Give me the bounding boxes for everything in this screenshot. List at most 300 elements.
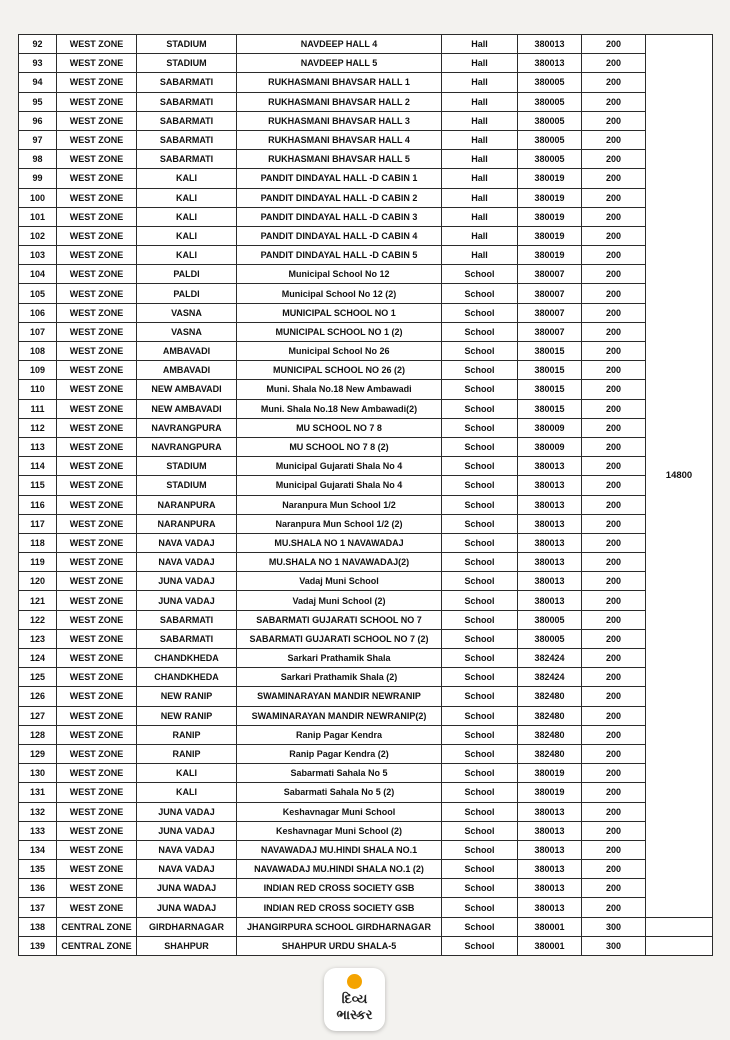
type-cell: School [442, 744, 518, 763]
center-name-cell: MU SCHOOL NO 7 8 (2) [237, 437, 442, 456]
type-cell: Hall [442, 73, 518, 92]
type-cell: School [442, 553, 518, 572]
center-name-cell: Ranip Pagar Kendra [237, 725, 442, 744]
pincode-cell: 382424 [518, 668, 582, 687]
zone-cell: WEST ZONE [57, 572, 137, 591]
table-row [19, 54, 713, 73]
table-row [19, 840, 713, 859]
zone-cell: WEST ZONE [57, 495, 137, 514]
center-name-cell: PANDIT DINDAYAL HALL -D CABIN 2 [237, 188, 442, 207]
zone-cell: CENTRAL ZONE [57, 917, 137, 936]
table-row [19, 284, 713, 303]
type-cell: School [442, 437, 518, 456]
zone-cell: WEST ZONE [57, 322, 137, 341]
capacity-cell: 200 [582, 207, 646, 226]
zone-cell: WEST ZONE [57, 725, 137, 744]
table-row [19, 591, 713, 610]
pincode-cell: 380013 [518, 495, 582, 514]
pincode-cell: 380013 [518, 533, 582, 552]
pincode-cell: 380019 [518, 226, 582, 245]
pincode-cell: 380013 [518, 457, 582, 476]
center-name-cell: Muni. Shala No.18 New Ambawadi [237, 380, 442, 399]
zone-cell: CENTRAL ZONE [57, 936, 137, 955]
table-row [19, 572, 713, 591]
table-row [19, 687, 713, 706]
serial-no-cell: 108 [19, 342, 57, 361]
ward-cell: SABARMATI [137, 610, 237, 629]
pincode-cell: 380013 [518, 821, 582, 840]
zone-cell: WEST ZONE [57, 553, 137, 572]
pincode-cell: 382424 [518, 649, 582, 668]
center-name-cell: SHAHPUR URDU SHALA-5 [237, 936, 442, 955]
ward-cell: SABARMATI [137, 73, 237, 92]
center-name-cell: Vadaj Muni School (2) [237, 591, 442, 610]
pincode-cell: 380013 [518, 840, 582, 859]
ward-cell: PALDI [137, 265, 237, 284]
centers-table [18, 34, 713, 956]
table-row [19, 265, 713, 284]
zone-cell: WEST ZONE [57, 879, 137, 898]
pincode-cell: 380007 [518, 265, 582, 284]
zone-cell: WEST ZONE [57, 591, 137, 610]
serial-no-cell: 125 [19, 668, 57, 687]
capacity-cell: 200 [582, 591, 646, 610]
type-cell: Hall [442, 35, 518, 54]
center-name-cell: NAVAWADAJ MU.HINDI SHALA NO.1 (2) [237, 860, 442, 879]
ward-cell: NAVA VADAJ [137, 553, 237, 572]
type-cell: School [442, 476, 518, 495]
center-name-cell: RUKHASMANI BHAVSAR HALL 5 [237, 150, 442, 169]
table-row [19, 706, 713, 725]
ward-cell: KALI [137, 764, 237, 783]
serial-no-cell: 106 [19, 303, 57, 322]
pincode-cell: 380015 [518, 380, 582, 399]
table-row [19, 553, 713, 572]
center-name-cell: NAVDEEP HALL 4 [237, 35, 442, 54]
table-row [19, 476, 713, 495]
center-name-cell: INDIAN RED CROSS SOCIETY GSB [237, 898, 442, 917]
type-cell: School [442, 284, 518, 303]
type-cell: School [442, 533, 518, 552]
pincode-cell: 380013 [518, 879, 582, 898]
ward-cell: JUNA WADAJ [137, 898, 237, 917]
pincode-cell: 380007 [518, 322, 582, 341]
capacity-cell: 200 [582, 169, 646, 188]
serial-no-cell: 119 [19, 553, 57, 572]
type-cell: School [442, 399, 518, 418]
type-cell: School [442, 303, 518, 322]
zone-cell: WEST ZONE [57, 437, 137, 456]
type-cell: School [442, 495, 518, 514]
serial-no-cell: 99 [19, 169, 57, 188]
capacity-cell: 200 [582, 303, 646, 322]
capacity-cell: 200 [582, 840, 646, 859]
table-row [19, 130, 713, 149]
serial-no-cell: 123 [19, 629, 57, 648]
center-name-cell: PANDIT DINDAYAL HALL -D CABIN 5 [237, 246, 442, 265]
total-cell [646, 936, 713, 955]
pincode-cell: 382480 [518, 706, 582, 725]
capacity-cell: 200 [582, 361, 646, 380]
ward-cell: KALI [137, 188, 237, 207]
serial-no-cell: 111 [19, 399, 57, 418]
table-row [19, 917, 713, 936]
table-row [19, 764, 713, 783]
capacity-cell: 200 [582, 130, 646, 149]
table-row [19, 342, 713, 361]
table-row [19, 744, 713, 763]
center-name-cell: Municipal Gujarati Shala No 4 [237, 476, 442, 495]
ward-cell: KALI [137, 246, 237, 265]
pincode-cell: 380019 [518, 188, 582, 207]
table-row [19, 802, 713, 821]
center-name-cell: RUKHASMANI BHAVSAR HALL 2 [237, 92, 442, 111]
pincode-cell: 380007 [518, 303, 582, 322]
table-row [19, 246, 713, 265]
zone-cell: WEST ZONE [57, 150, 137, 169]
pincode-cell: 380019 [518, 169, 582, 188]
zone-cell: WEST ZONE [57, 533, 137, 552]
ward-cell: PALDI [137, 284, 237, 303]
type-cell: School [442, 361, 518, 380]
type-cell: Hall [442, 130, 518, 149]
serial-no-cell: 117 [19, 514, 57, 533]
capacity-cell: 200 [582, 533, 646, 552]
serial-no-cell: 129 [19, 744, 57, 763]
capacity-cell: 200 [582, 342, 646, 361]
ward-cell: RANIP [137, 744, 237, 763]
pincode-cell: 380001 [518, 936, 582, 955]
table-row [19, 457, 713, 476]
pincode-cell: 380013 [518, 35, 582, 54]
zone-cell: WEST ZONE [57, 380, 137, 399]
logo-line-1: દિવ્ય [341, 992, 368, 1007]
ward-cell: JUNA VADAJ [137, 591, 237, 610]
table-row [19, 629, 713, 648]
type-cell: School [442, 821, 518, 840]
zone-cell: WEST ZONE [57, 169, 137, 188]
center-name-cell: SABARMATI GUJARATI SCHOOL NO 7 (2) [237, 629, 442, 648]
center-name-cell: MU.SHALA NO 1 NAVAWADAJ [237, 533, 442, 552]
capacity-cell: 200 [582, 764, 646, 783]
zone-cell: WEST ZONE [57, 744, 137, 763]
pincode-cell: 380013 [518, 802, 582, 821]
type-cell: School [442, 936, 518, 955]
ward-cell: SABARMATI [137, 150, 237, 169]
type-cell: Hall [442, 169, 518, 188]
capacity-cell: 200 [582, 687, 646, 706]
ward-cell: KALI [137, 169, 237, 188]
serial-no-cell: 100 [19, 188, 57, 207]
zone-cell: WEST ZONE [57, 188, 137, 207]
center-name-cell: MU.SHALA NO 1 NAVAWADAJ(2) [237, 553, 442, 572]
zone-cell: WEST ZONE [57, 457, 137, 476]
zone-cell: WEST ZONE [57, 73, 137, 92]
pincode-cell: 380005 [518, 92, 582, 111]
capacity-cell: 200 [582, 399, 646, 418]
center-name-cell: Municipal Gujarati Shala No 4 [237, 457, 442, 476]
pincode-cell: 380009 [518, 418, 582, 437]
center-name-cell: NAVDEEP HALL 5 [237, 54, 442, 73]
capacity-cell: 200 [582, 860, 646, 879]
type-cell: School [442, 898, 518, 917]
pincode-cell: 380007 [518, 284, 582, 303]
center-name-cell: Muni. Shala No.18 New Ambawadi(2) [237, 399, 442, 418]
ward-cell: KALI [137, 226, 237, 245]
serial-no-cell: 109 [19, 361, 57, 380]
type-cell: Hall [442, 111, 518, 130]
table-row [19, 207, 713, 226]
total-cell [646, 917, 713, 936]
type-cell: School [442, 917, 518, 936]
table-row [19, 226, 713, 245]
center-name-cell: MUNICIPAL SCHOOL NO 1 (2) [237, 322, 442, 341]
pincode-cell: 380013 [518, 553, 582, 572]
capacity-cell: 200 [582, 92, 646, 111]
zone-cell: WEST ZONE [57, 207, 137, 226]
center-name-cell: Vadaj Muni School [237, 572, 442, 591]
capacity-cell: 200 [582, 226, 646, 245]
capacity-cell: 200 [582, 111, 646, 130]
zone-cell: WEST ZONE [57, 687, 137, 706]
serial-no-cell: 122 [19, 610, 57, 629]
serial-no-cell: 107 [19, 322, 57, 341]
type-cell: School [442, 457, 518, 476]
serial-no-cell: 124 [19, 649, 57, 668]
capacity-cell: 200 [582, 706, 646, 725]
ward-cell: AMBAVADI [137, 361, 237, 380]
capacity-cell: 200 [582, 610, 646, 629]
zone-cell: WEST ZONE [57, 840, 137, 859]
type-cell: Hall [442, 188, 518, 207]
zone-cell: WEST ZONE [57, 629, 137, 648]
pincode-cell: 380019 [518, 246, 582, 265]
capacity-cell: 200 [582, 476, 646, 495]
center-name-cell: Ranip Pagar Kendra (2) [237, 744, 442, 763]
capacity-cell: 300 [582, 936, 646, 955]
zone-cell: WEST ZONE [57, 514, 137, 533]
capacity-cell: 200 [582, 246, 646, 265]
ward-cell: NEW AMBAVADI [137, 399, 237, 418]
ward-cell: JUNA VADAJ [137, 802, 237, 821]
zone-cell: WEST ZONE [57, 668, 137, 687]
capacity-cell: 200 [582, 284, 646, 303]
pincode-cell: 380013 [518, 860, 582, 879]
type-cell: School [442, 668, 518, 687]
pincode-cell: 380005 [518, 629, 582, 648]
logo-line-2: ભાસ્કર [336, 1008, 373, 1023]
ward-cell: STADIUM [137, 476, 237, 495]
table-row [19, 610, 713, 629]
pincode-cell: 380001 [518, 917, 582, 936]
type-cell: School [442, 572, 518, 591]
center-name-cell: MUNICIPAL SCHOOL NO 26 (2) [237, 361, 442, 380]
zone-cell: WEST ZONE [57, 226, 137, 245]
table-row [19, 668, 713, 687]
pincode-cell: 380005 [518, 73, 582, 92]
serial-no-cell: 135 [19, 860, 57, 879]
table-row [19, 92, 713, 111]
capacity-cell: 200 [582, 629, 646, 648]
table-row [19, 322, 713, 341]
type-cell: School [442, 725, 518, 744]
serial-no-cell: 115 [19, 476, 57, 495]
table-row [19, 380, 713, 399]
serial-no-cell: 138 [19, 917, 57, 936]
ward-cell: NAVA VADAJ [137, 533, 237, 552]
zone-cell: WEST ZONE [57, 111, 137, 130]
pincode-cell: 380015 [518, 342, 582, 361]
ward-cell: KALI [137, 207, 237, 226]
serial-no-cell: 126 [19, 687, 57, 706]
center-name-cell: RUKHASMANI BHAVSAR HALL 1 [237, 73, 442, 92]
zone-cell: WEST ZONE [57, 802, 137, 821]
ward-cell: SABARMATI [137, 92, 237, 111]
center-name-cell: PANDIT DINDAYAL HALL -D CABIN 4 [237, 226, 442, 245]
capacity-cell: 200 [582, 322, 646, 341]
zone-cell: WEST ZONE [57, 92, 137, 111]
serial-no-cell: 133 [19, 821, 57, 840]
serial-no-cell: 114 [19, 457, 57, 476]
pincode-cell: 380013 [518, 476, 582, 495]
ward-cell: NAVRANGPURA [137, 418, 237, 437]
zone-cell: WEST ZONE [57, 418, 137, 437]
serial-no-cell: 131 [19, 783, 57, 802]
zone-cell: WEST ZONE [57, 265, 137, 284]
center-name-cell: Sabarmati Sahala No 5 (2) [237, 783, 442, 802]
table-row [19, 860, 713, 879]
type-cell: School [442, 418, 518, 437]
table-row [19, 898, 713, 917]
type-cell: School [442, 649, 518, 668]
pincode-cell: 380015 [518, 399, 582, 418]
ward-cell: CHANDKHEDA [137, 649, 237, 668]
serial-no-cell: 95 [19, 92, 57, 111]
capacity-cell: 200 [582, 457, 646, 476]
capacity-cell: 200 [582, 418, 646, 437]
serial-no-cell: 97 [19, 130, 57, 149]
capacity-cell: 200 [582, 150, 646, 169]
zone-cell: WEST ZONE [57, 706, 137, 725]
capacity-cell: 200 [582, 572, 646, 591]
type-cell: School [442, 687, 518, 706]
table-row [19, 303, 713, 322]
table-row [19, 783, 713, 802]
table-row [19, 169, 713, 188]
ward-cell: JUNA WADAJ [137, 879, 237, 898]
type-cell: School [442, 783, 518, 802]
ward-cell: JUNA VADAJ [137, 821, 237, 840]
serial-no-cell: 127 [19, 706, 57, 725]
serial-no-cell: 112 [19, 418, 57, 437]
center-name-cell: RUKHASMANI BHAVSAR HALL 3 [237, 111, 442, 130]
center-name-cell: Municipal School No 12 [237, 265, 442, 284]
type-cell: School [442, 591, 518, 610]
center-name-cell: PANDIT DINDAYAL HALL -D CABIN 1 [237, 169, 442, 188]
zone-cell: WEST ZONE [57, 361, 137, 380]
serial-no-cell: 113 [19, 437, 57, 456]
zone-cell: WEST ZONE [57, 399, 137, 418]
zone-cell: WEST ZONE [57, 54, 137, 73]
type-cell: School [442, 265, 518, 284]
pincode-cell: 380005 [518, 610, 582, 629]
center-name-cell: Sarkari Prathamik Shala [237, 649, 442, 668]
serial-no-cell: 101 [19, 207, 57, 226]
type-cell: Hall [442, 246, 518, 265]
ward-cell: GIRDHARNAGAR [137, 917, 237, 936]
type-cell: Hall [442, 207, 518, 226]
zone-cell: WEST ZONE [57, 476, 137, 495]
capacity-cell: 200 [582, 821, 646, 840]
capacity-cell: 200 [582, 437, 646, 456]
serial-no-cell: 130 [19, 764, 57, 783]
ward-cell: KALI [137, 783, 237, 802]
capacity-cell: 200 [582, 783, 646, 802]
pincode-cell: 380015 [518, 361, 582, 380]
serial-no-cell: 93 [19, 54, 57, 73]
zone-cell: WEST ZONE [57, 610, 137, 629]
ward-cell: SABARMATI [137, 130, 237, 149]
center-name-cell: Sarkari Prathamik Shala (2) [237, 668, 442, 687]
type-cell: Hall [442, 150, 518, 169]
center-name-cell: Municipal School No 26 [237, 342, 442, 361]
ward-cell: CHANDKHEDA [137, 668, 237, 687]
center-name-cell: RUKHASMANI BHAVSAR HALL 4 [237, 130, 442, 149]
capacity-cell: 200 [582, 35, 646, 54]
center-name-cell: Keshavnagar Muni School [237, 802, 442, 821]
zone-cell: WEST ZONE [57, 783, 137, 802]
pincode-cell: 380019 [518, 783, 582, 802]
ward-cell: NEW AMBAVADI [137, 380, 237, 399]
serial-no-cell: 103 [19, 246, 57, 265]
zone-cell: WEST ZONE [57, 130, 137, 149]
pincode-cell: 380019 [518, 764, 582, 783]
table-row [19, 111, 713, 130]
capacity-cell: 200 [582, 265, 646, 284]
center-name-cell: SABARMATI GUJARATI SCHOOL NO 7 [237, 610, 442, 629]
serial-no-cell: 139 [19, 936, 57, 955]
serial-no-cell: 105 [19, 284, 57, 303]
zone-cell: WEST ZONE [57, 246, 137, 265]
capacity-cell: 200 [582, 495, 646, 514]
serial-no-cell: 116 [19, 495, 57, 514]
center-name-cell: SWAMINARAYAN MANDIR NEWRANIP(2) [237, 706, 442, 725]
center-name-cell: INDIAN RED CROSS SOCIETY GSB [237, 879, 442, 898]
serial-no-cell: 120 [19, 572, 57, 591]
ward-cell: STADIUM [137, 54, 237, 73]
ward-cell: NARANPURA [137, 514, 237, 533]
pincode-cell: 380013 [518, 514, 582, 533]
pincode-cell: 380005 [518, 130, 582, 149]
type-cell: School [442, 610, 518, 629]
ward-cell: NAVA VADAJ [137, 860, 237, 879]
center-name-cell: Naranpura Mun School 1/2 [237, 495, 442, 514]
serial-no-cell: 132 [19, 802, 57, 821]
table-row [19, 188, 713, 207]
zone-cell: WEST ZONE [57, 649, 137, 668]
type-cell: School [442, 706, 518, 725]
type-cell: School [442, 802, 518, 821]
ward-cell: AMBAVADI [137, 342, 237, 361]
serial-no-cell: 137 [19, 898, 57, 917]
table-row [19, 418, 713, 437]
pincode-cell: 380013 [518, 572, 582, 591]
ward-cell: NEW RANIP [137, 687, 237, 706]
serial-no-cell: 102 [19, 226, 57, 245]
pincode-cell: 380013 [518, 54, 582, 73]
capacity-cell: 200 [582, 54, 646, 73]
pincode-cell: 380019 [518, 207, 582, 226]
